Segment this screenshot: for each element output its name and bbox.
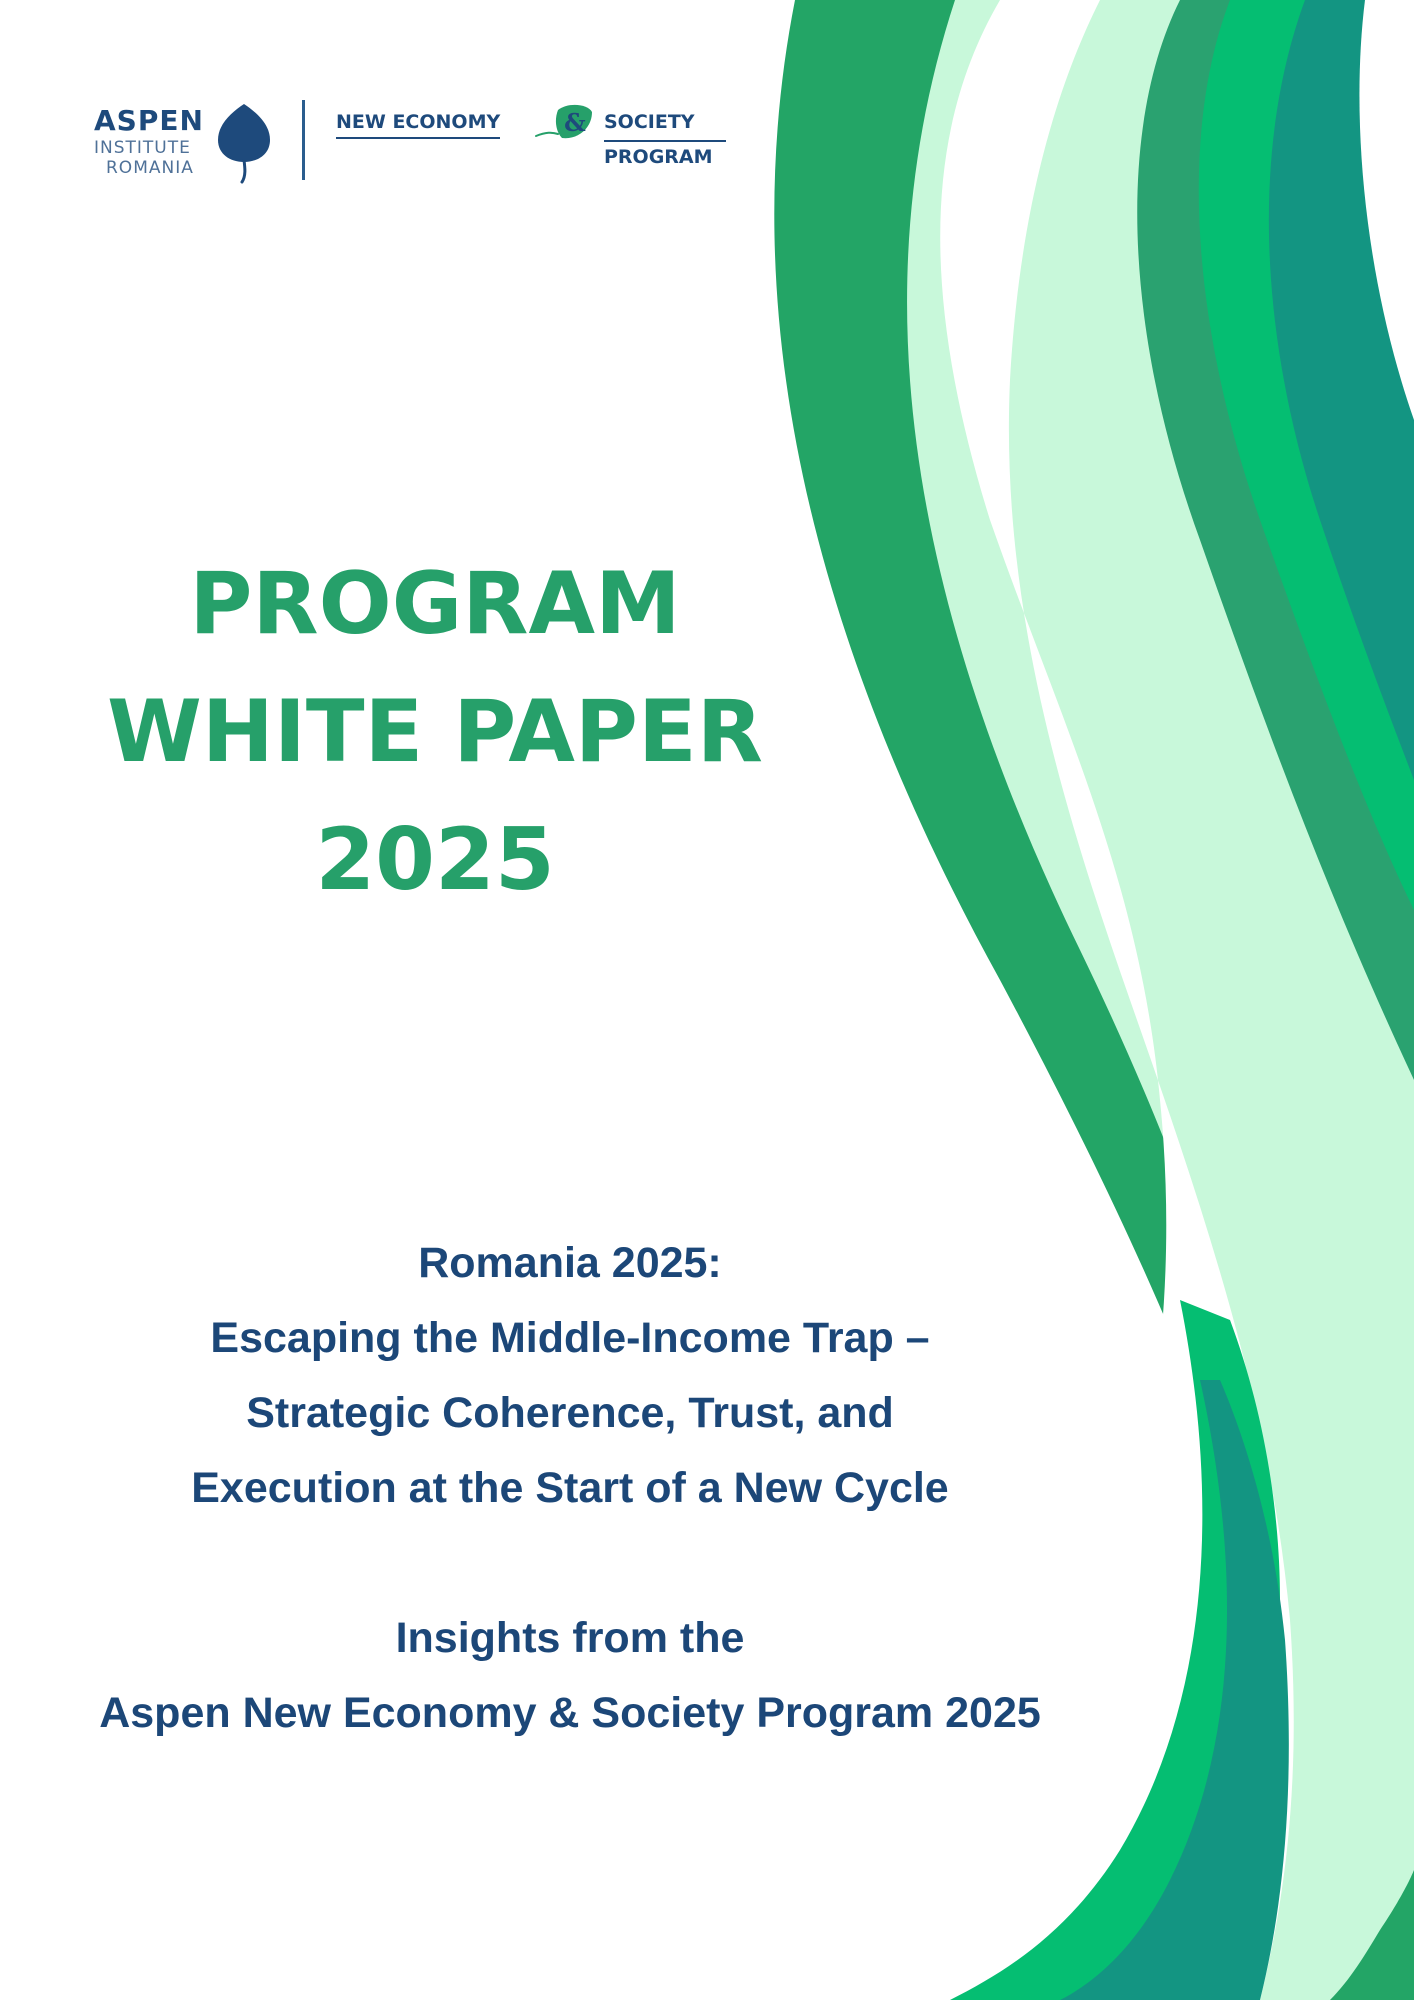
title-line-3: 2025 [315,810,555,910]
aspen-logo-institute: INSTITUTE [94,138,191,158]
subtitle-line-3: Strategic Coherence, Trust, and [246,1389,894,1437]
subtitle-line-2: Escaping the Middle-Income Trap – [210,1314,930,1362]
new-economy-society-program-logo [336,100,736,180]
title-line-2: WHITE PAPER [107,682,763,782]
program-logo-society: SOCIETY [604,111,695,133]
insights-line-1: Insights from the [395,1614,745,1662]
subtitle-block [20,1226,1120,1751]
aspen-institute-logo [92,100,282,190]
aspen-leaf-icon [214,102,274,184]
insights-line-2: Aspen New Economy & Society Program 2025 [99,1689,1041,1737]
ampersand-leaf-icon [534,102,594,144]
logo-divider [302,100,305,180]
main-title [50,540,820,924]
program-logo-program: PROGRAM [604,146,713,168]
subtitle-line-4: Execution at the Start of a New Cycle [191,1464,949,1512]
title-line-1: PROGRAM [189,554,681,654]
program-logo-underline [604,140,726,142]
subtitle-line-1: Romania 2025: [418,1239,722,1287]
aspen-logo-name: ASPEN [94,104,204,137]
program-logo-new-economy: NEW ECONOMY [336,111,500,139]
ampersand-glyph: & [564,108,586,137]
aspen-logo-romania: ROMANIA [106,158,194,178]
spacer [20,1526,1120,1601]
